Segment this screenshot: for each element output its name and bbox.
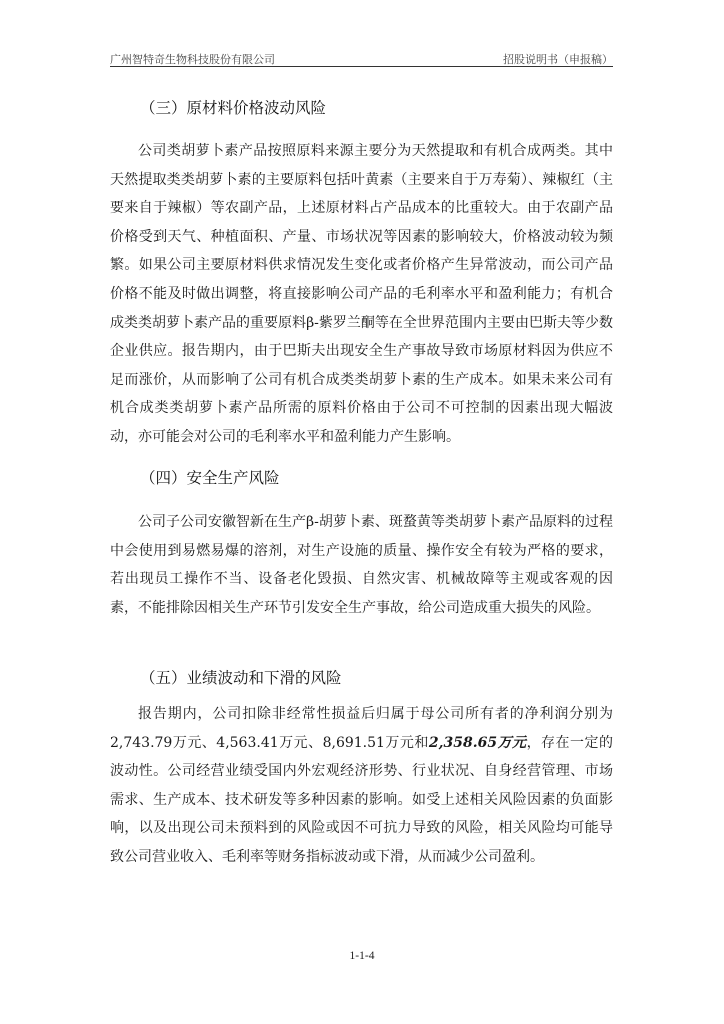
latest-net-profit-value: 2,358.65万元 <box>428 734 527 751</box>
header-document-type: 招股说明书（申报稿） <box>503 53 613 66</box>
section-paragraph-production-safety-risk: 公司子公司安徽智新在生产β-胡萝卜素、斑蝥黄等类胡萝卜素产品原料的过程中会使用到易燃易爆的溶剂，对生产设施的质量、操作安全有较为严格的要求，若出现员工操作不当、设备老化毁损、自然灾害、机械故障等主观或客观的因素，不能排除因相关生产环节引发安全生产事故，给公司造成重大损失的风险。 <box>110 514 613 616</box>
header-divider <box>110 66 613 67</box>
performance-text-after: ，存在一定的波动性。公司经营业绩受国内外宏观经济形势、行业状况、自身经营管理、市场需求、生产成本、技术研发等多种因素的影响。如受上述相关风险因素的负面影响，以及出现公司未预料到的风险或因不可抗力导致的风险，相关风险均可能导致公司营业收入、毛利率等财务指标波动或下滑，从而减少公司盈利。 <box>110 734 614 865</box>
page-header <box>110 47 613 67</box>
section-paragraph-raw-material-risk: 公司类胡萝卜素产品按照原料来源主要分为天然提取和有机合成两类。其中天然提取类类胡萝卜素的主要原料包括叶黄素（主要来自于万寿菊）、辣椒红（主要来自于辣椒）等农副产品，上述原材料占产品成本的比重较大。由于农副产品价格受到天气、种植面积、产量、市场状况等因素的影响较大，价格波动较为频繁。如果公司主要原材料供求情况发生变化或者价格产生异常波动，而公司产品价格不能及时做出调整，将直接影响公司产品的毛利率水平和盈利能力；有机合成类类胡萝卜素产品的重要原料β-紫罗兰酮等在全世界范围内主要由巴斯夫等少数企业供应。报告期内，由于巴斯夫出现安全生产事故导致市场原材料因为供应不足而涨价，从而影响了公司有机合成类类胡萝卜素的生产成本。如果未来公司有机合成类类胡萝卜素产品所需的原料价格由于公司不可控制的因素出现大幅波动，亦可能会对公司的毛利率水平和盈利能力产生影响。 <box>110 143 613 445</box>
header-company-name: 广州智特奇生物科技股份有限公司 <box>110 53 275 66</box>
section-title-raw-material-risk: （三）原材料价格波动风险 <box>140 99 327 117</box>
section-title-production-safety-risk: （四）安全生产风险 <box>140 469 280 487</box>
section-title-performance-risk: （五）业绩波动和下滑的风险 <box>140 669 342 687</box>
page-number: 1-1-4 <box>349 950 375 962</box>
section-paragraph-performance-risk <box>110 700 613 872</box>
performance-text-before: 报告期内，公司扣除非经常性损益后归属于母公司所有者的净利润分别为2,743.79万元、4,563.41万元、8,691.51万元和 <box>110 706 613 751</box>
